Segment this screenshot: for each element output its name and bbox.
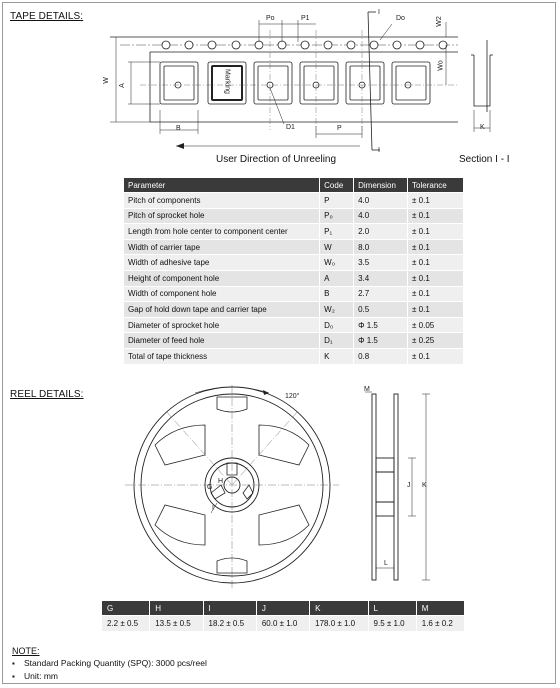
tape-details-heading: TAPE DETAILS: [10,11,84,22]
label-k-reel: K [422,482,427,489]
cell-code: K [320,348,354,364]
label-i: I [212,505,214,512]
label-p1: P1 [301,15,310,22]
cell-code: P₁ [320,224,354,240]
header-k: K [310,601,368,616]
cell-code: W₂ [320,302,354,318]
cell-parameter: Width of component hole [124,286,320,302]
cell-tolerance: ± 0.1 [408,270,464,286]
table-row [124,255,464,271]
cell-parameter: Width of adhesive tape [124,255,320,271]
cell-dimension: 8.0 [354,239,408,255]
cell-code: W₀ [320,255,354,271]
label-wo: Wo [437,60,445,71]
label-w: W [102,77,110,84]
label-po: Po [266,15,275,22]
label-h: H [218,478,224,485]
cell-dimension: 0.8 [354,348,408,364]
table-row [124,348,464,364]
cell-parameter: Total of tape thickness [124,348,320,364]
header-h: H [150,601,203,616]
table-row [124,193,464,209]
label-j: J [407,482,411,489]
cell-tolerance: ± 0.1 [408,208,464,224]
table-row [124,270,464,286]
label-angle: 120° [285,393,300,400]
label-d1: D1 [286,124,295,131]
tape-drawing [0,0,560,170]
header-tolerance: Tolerance [408,178,464,193]
cell-code: P [320,193,354,209]
cell-parameter: Diameter of feed hole [124,333,320,349]
label-b: B [176,125,181,132]
cell-dimension: Φ 1.5 [354,317,408,333]
header-l: L [368,601,416,616]
cell-dimension: 3.4 [354,270,408,286]
label-m: M [364,386,370,393]
cell-dimension: 4.0 [354,193,408,209]
header-code: Code [320,178,354,193]
value-m: 1.6 ± 0.2 [416,616,464,632]
cell-code: D₁ [320,333,354,349]
cell-parameter: Length from hole center to component center [124,224,320,240]
cell-tolerance: ± 0.1 [408,255,464,271]
header-dimension: Dimension [354,178,408,193]
reel-spec-table [101,600,465,632]
label-w2: W2 [435,16,443,27]
cell-tolerance: ± 0.1 [408,348,464,364]
cell-tolerance: ± 0.1 [408,302,464,318]
cell-tolerance: ± 0.25 [408,333,464,349]
value-l: 9.5 ± 1.0 [368,616,416,632]
cell-tolerance: ± 0.1 [408,239,464,255]
reel-header-row [102,601,465,616]
reel-details-heading: REEL DETAILS: [10,389,84,400]
cell-tolerance: ± 0.1 [408,193,464,209]
label-p: P [337,125,342,132]
cell-code: D₀ [320,317,354,333]
value-i: 18.2 ± 0.5 [203,616,256,632]
label-l: L [384,560,388,567]
table-row [124,286,464,302]
cell-tolerance: ± 0.1 [408,224,464,240]
cell-parameter: Pitch of sprocket hole [124,208,320,224]
value-h: 13.5 ± 0.5 [150,616,203,632]
header-i: I [203,601,256,616]
table-header-row [124,178,464,193]
header-m: M [416,601,464,616]
tape-spec-table [123,177,464,365]
table-row [124,224,464,240]
cell-dimension: 2.7 [354,286,408,302]
note-item-unit: ▪ Unit: mm [12,670,207,683]
label-k: K [480,124,485,131]
cell-dimension: Φ 1.5 [354,333,408,349]
cell-code: P₀ [320,208,354,224]
cell-code: A [320,270,354,286]
note-list [12,657,207,683]
reel-side-drawing [360,388,440,588]
label-do: Do [396,15,405,22]
cell-parameter: Width of carrier tape [124,239,320,255]
cell-dimension: 2.0 [354,224,408,240]
cell-code: B [320,286,354,302]
table-row [124,333,464,349]
value-g: 2.2 ± 0.5 [102,616,150,632]
label-section-mark-top: I [378,9,380,16]
value-k: 178.0 ± 1.0 [310,616,368,632]
reel-front-drawing [125,385,345,595]
cell-tolerance: ± 0.05 [408,317,464,333]
label-a: A [118,83,126,88]
marking-label: Marking [223,69,231,94]
cell-parameter: Diameter of sprocket hole [124,317,320,333]
header-parameter: Parameter [124,178,320,193]
cell-dimension: 3.5 [354,255,408,271]
table-row [124,208,464,224]
section-caption: Section I - I [459,154,510,165]
reel-values-row [102,616,465,632]
direction-caption: User Direction of Unreeling [216,154,337,165]
cell-tolerance: ± 0.1 [408,286,464,302]
header-g: G [102,601,150,616]
cell-dimension: 0.5 [354,302,408,318]
table-row [124,317,464,333]
note-item-spq: ▪ Standard Packing Quantity (SPQ): 3000 pcs/reel [12,657,207,670]
note-heading: NOTE: [12,646,40,656]
table-row [124,302,464,318]
header-j: J [256,601,309,616]
cell-parameter: Pitch of components [124,193,320,209]
value-j: 60.0 ± 1.0 [256,616,309,632]
cell-parameter: Gap of hold down tape and carrier tape [124,302,320,318]
note-block [12,645,207,683]
cell-parameter: Height of component hole [124,270,320,286]
cell-code: W [320,239,354,255]
label-g: G [207,484,213,491]
table-row [124,239,464,255]
cell-dimension: 4.0 [354,208,408,224]
label-section-mark-bottom: I [378,147,380,154]
